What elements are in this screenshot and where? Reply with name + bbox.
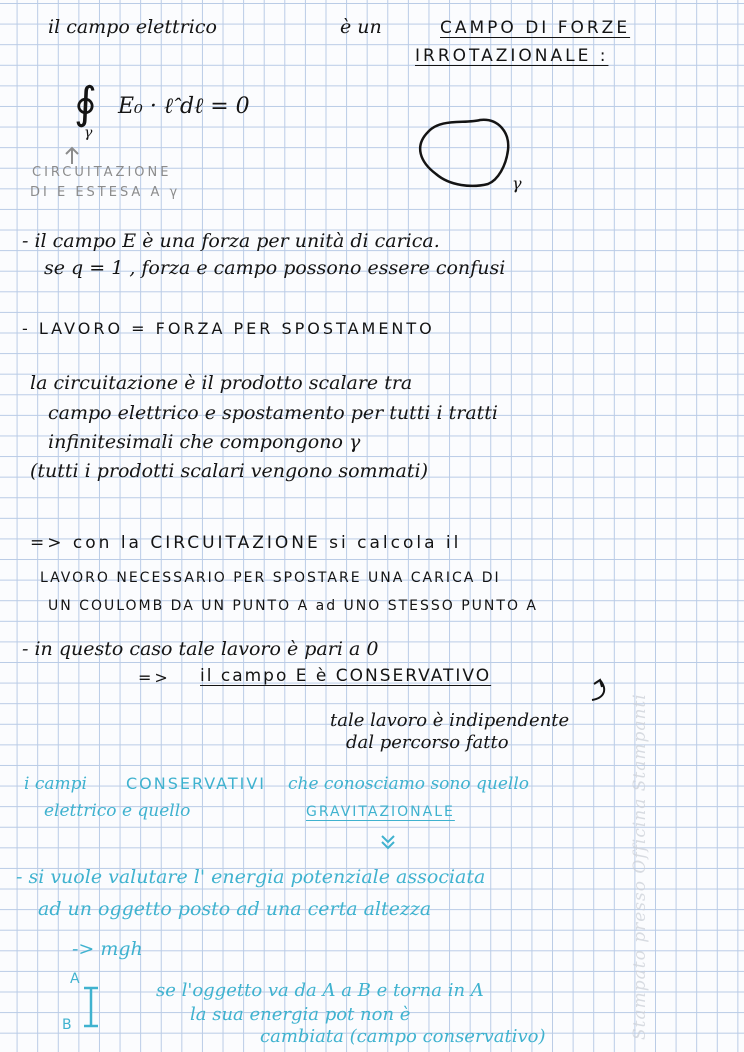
cyan1-line1-a: i campi bbox=[24, 774, 87, 794]
cyan2-line1: - si vuole valutare l' energia potenziale associata bbox=[16, 866, 486, 888]
curved-arrow-icon bbox=[588, 676, 612, 702]
para1-line1: la circuitazione è il prodotto scalare tra bbox=[30, 372, 413, 394]
closed-curve-icon bbox=[410, 110, 520, 195]
arrow-up-icon bbox=[62, 146, 82, 166]
integral-expression: E₀ · ℓ̂ dℓ = 0 bbox=[118, 94, 250, 119]
para1-line2: campo elettrico e spostamento per tutti i tratti bbox=[48, 402, 498, 424]
para3-arrow: => bbox=[138, 668, 171, 687]
watermark: Stampato presso Officina Stampanti bbox=[630, 693, 650, 1040]
cyan1-line2-b: GRAVITAZIONALE bbox=[306, 804, 455, 820]
para2-line1: => con la CIRCUITAZIONE si calcola il bbox=[30, 533, 462, 553]
vertical-segment-icon bbox=[80, 984, 102, 1030]
note-line1: tale lavoro è indipendente bbox=[330, 710, 570, 731]
cyan2-line2: ad un oggetto posto ad una certa altezza bbox=[38, 898, 432, 920]
bullet1-line2: se q = 1 , forza e campo possono essere confusi bbox=[44, 257, 506, 279]
annotation-line1: CIRCUITAZIONE bbox=[32, 165, 172, 180]
para3-line2: il campo E è CONSERVATIVO bbox=[200, 666, 492, 686]
para2-line2: LAVORO NECESSARIO PER SPOSTARE UNA CARICA DI bbox=[40, 570, 501, 586]
para3-line1: - in questo caso tale lavoro è pari a 0 bbox=[22, 638, 379, 660]
point-b: B bbox=[62, 1017, 74, 1033]
point-a: A bbox=[70, 971, 82, 987]
para2-line3: UN COULOMB DA UN PUNTO A ad UNO STESSO PUNTO A bbox=[48, 598, 539, 614]
cyan3-line3: cambiata (campo conservativo) bbox=[260, 1026, 546, 1047]
bullet2: - LAVORO = FORZA PER SPOSTAMENTO bbox=[22, 319, 435, 338]
cyan3-line2: la sua energia pot non è bbox=[190, 1004, 411, 1025]
annotation-line2: DI E ESTESA A γ bbox=[30, 185, 181, 200]
bullet1-line1: - il campo E è una forza per unità di carica. bbox=[22, 230, 440, 252]
loop-label: γ bbox=[512, 174, 522, 193]
header-line1-a: il campo elettrico bbox=[48, 16, 217, 38]
cyan1-line1-b: CONSERVATIVI bbox=[126, 774, 267, 793]
double-chevron-down-icon bbox=[378, 832, 398, 852]
cyan3-line1: se l'oggetto va da A a B e torna in A bbox=[156, 980, 484, 1001]
integral-symbol: ∮ bbox=[74, 78, 97, 129]
integral-sub: γ bbox=[84, 125, 93, 141]
para1-line4: (tutti i prodotti scalari vengono sommati) bbox=[30, 460, 428, 482]
note-line2: dal percorso fatto bbox=[346, 732, 509, 753]
mgh: -> mgh bbox=[72, 938, 143, 960]
header-line1-c: CAMPO DI FORZE bbox=[440, 18, 631, 38]
cyan1-line2-a: elettrico e quello bbox=[44, 801, 191, 821]
para1-line3: infinitesimali che compongono γ bbox=[48, 431, 361, 453]
header-line2: IRROTAZIONALE : bbox=[415, 46, 609, 66]
cyan1-line1-c: che conosciamo sono quello bbox=[288, 774, 529, 794]
header-line1-b: è un bbox=[340, 16, 382, 38]
